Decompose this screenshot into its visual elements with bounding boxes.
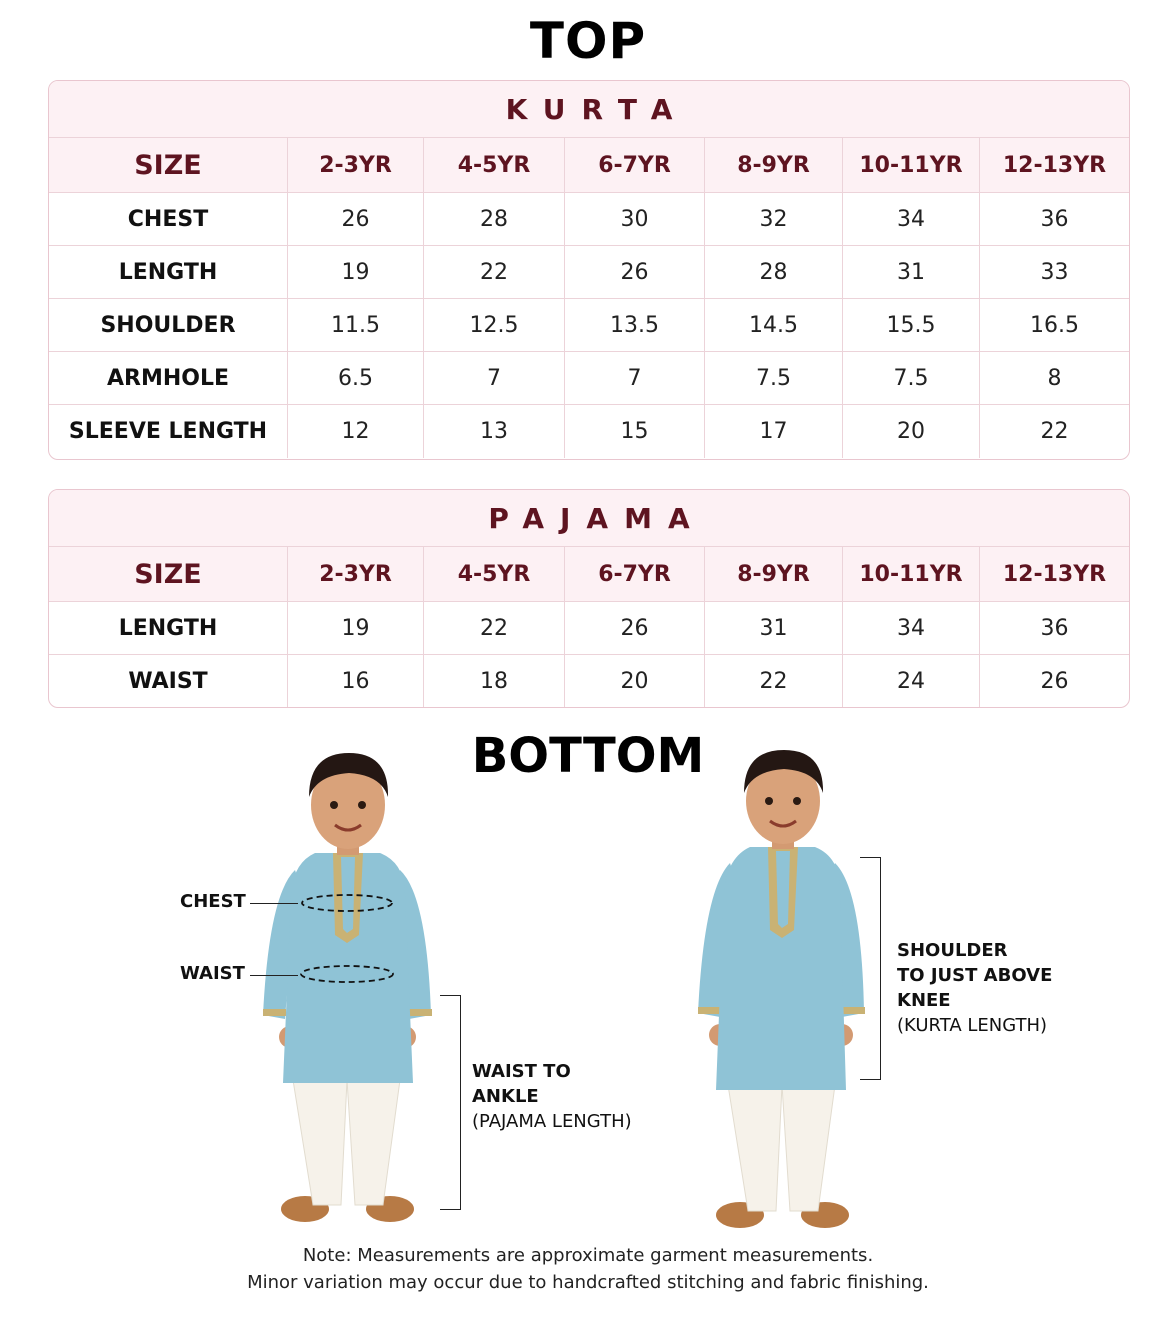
kurta-length-line1: SHOULDER — [897, 940, 1008, 961]
table-cell: 14.5 — [705, 299, 843, 351]
table-cell: 20 — [843, 405, 980, 458]
waist-callout-line — [250, 975, 298, 976]
table-cell: 30 — [565, 193, 705, 245]
kurta-length-label — [897, 938, 1052, 1038]
pajama-table-title: PAJAMA — [49, 490, 1129, 547]
pajama-length-bracket — [440, 995, 461, 1210]
kurta-header-cell: 4-5YR — [424, 138, 565, 192]
pajama-header-cell: 4-5YR — [424, 547, 565, 601]
kurta-length-line3: KNEE — [897, 990, 951, 1011]
table-row — [49, 299, 1129, 352]
pajama-header-size: SIZE — [49, 547, 288, 601]
pajama-header-cell: 8-9YR — [705, 547, 843, 601]
row-label: ARMHOLE — [49, 352, 288, 404]
kurta-header-row — [49, 138, 1129, 193]
table-cell: 26 — [1040, 669, 1069, 694]
note-line-1: Note: Measurements are approximate garment measurements. — [302, 1245, 874, 1266]
table-cell: 31 — [843, 246, 980, 298]
kurta-length-bracket — [860, 857, 881, 1080]
pajama-length-sub: (PAJAMA LENGTH) — [472, 1111, 632, 1132]
table-row — [49, 405, 1129, 458]
table-row — [49, 602, 1129, 655]
table-cell: 18 — [424, 655, 565, 708]
row-label: SLEEVE LENGTH — [49, 405, 288, 458]
table-cell: 12 — [288, 405, 424, 458]
table-cell: 17 — [705, 405, 843, 458]
table-cell: 6.5 — [288, 352, 424, 404]
row-label: LENGTH — [49, 246, 288, 298]
table-cell: 8 — [1047, 365, 1062, 391]
table-cell: 15.5 — [843, 299, 980, 351]
row-label: CHEST — [49, 193, 288, 245]
table-cell: 33 — [1040, 259, 1069, 285]
table-cell: 28 — [424, 193, 565, 245]
table-cell: 11.5 — [288, 299, 424, 351]
table-row — [49, 246, 1129, 299]
table-cell: 19 — [288, 602, 424, 654]
table-cell: 22 — [424, 602, 565, 654]
child-figure-right — [690, 745, 875, 1235]
table-cell: 26 — [288, 193, 424, 245]
table-cell: 19 — [288, 246, 424, 298]
table-cell: 22 — [424, 246, 565, 298]
pajama-header-cell: 2-3YR — [288, 547, 424, 601]
table-cell: 13 — [424, 405, 565, 458]
table-cell: 15 — [565, 405, 705, 458]
table-row — [49, 193, 1129, 246]
pajama-length-label — [472, 1059, 632, 1134]
table-cell: 36 — [1040, 615, 1069, 641]
table-cell: 7 — [424, 352, 565, 404]
kurta-header-cell: 2-3YR — [288, 138, 424, 192]
row-label: WAIST — [49, 655, 288, 708]
table-cell: 24 — [843, 655, 980, 708]
table-cell: 34 — [843, 602, 980, 654]
table-cell: 7.5 — [705, 352, 843, 404]
table-cell: 7.5 — [843, 352, 980, 404]
pajama-header-row — [49, 547, 1129, 602]
pajama-header-cell: 12-13YR — [1002, 561, 1107, 587]
table-cell: 20 — [565, 655, 705, 708]
kurta-header-cell: 8-9YR — [705, 138, 843, 192]
waist-callout-label: WAIST — [180, 963, 245, 984]
kurta-header-cell: 10-11YR — [843, 138, 980, 192]
table-row — [49, 352, 1129, 405]
table-cell: 22 — [1040, 419, 1069, 444]
table-row — [49, 655, 1129, 708]
kurta-header-cell: 12-13YR — [1002, 152, 1107, 178]
table-cell: 28 — [705, 246, 843, 298]
chest-callout-line — [250, 903, 298, 904]
kurta-header-cell: 6-7YR — [565, 138, 705, 192]
child-figure-left — [255, 745, 440, 1230]
pajama-size-table — [48, 489, 1130, 708]
pajama-header-cell: 6-7YR — [565, 547, 705, 601]
table-cell: 16.5 — [1030, 312, 1079, 338]
bottom-heading: BOTTOM — [471, 728, 705, 784]
table-cell: 12.5 — [424, 299, 565, 351]
table-cell: 36 — [1040, 206, 1069, 232]
table-cell: 34 — [843, 193, 980, 245]
table-cell: 7 — [565, 352, 705, 404]
table-cell: 16 — [288, 655, 424, 708]
table-cell: 31 — [705, 602, 843, 654]
table-cell: 26 — [565, 246, 705, 298]
table-cell: 26 — [565, 602, 705, 654]
kurta-header-size: SIZE — [49, 138, 288, 192]
note-line-2: Minor variation may occur due to handcrafted stitching and fabric finishing. — [247, 1272, 929, 1293]
row-label: SHOULDER — [49, 299, 288, 351]
measurement-note — [0, 1242, 1176, 1296]
top-heading: TOP — [529, 12, 647, 70]
table-cell: 22 — [705, 655, 843, 708]
chest-callout-label: CHEST — [180, 891, 246, 912]
kurta-length-sub: (KURTA LENGTH) — [897, 1015, 1048, 1036]
kurta-size-table — [48, 80, 1130, 460]
pajama-header-cell: 10-11YR — [843, 547, 980, 601]
table-cell: 13.5 — [565, 299, 705, 351]
kurta-length-line2: TO JUST ABOVE — [897, 965, 1053, 986]
kurta-table-title: KURTA — [49, 81, 1129, 138]
pajama-length-line2: ANKLE — [472, 1086, 539, 1107]
row-label: LENGTH — [49, 602, 288, 654]
pajama-length-line1: WAIST TO — [472, 1061, 571, 1082]
table-cell: 32 — [705, 193, 843, 245]
